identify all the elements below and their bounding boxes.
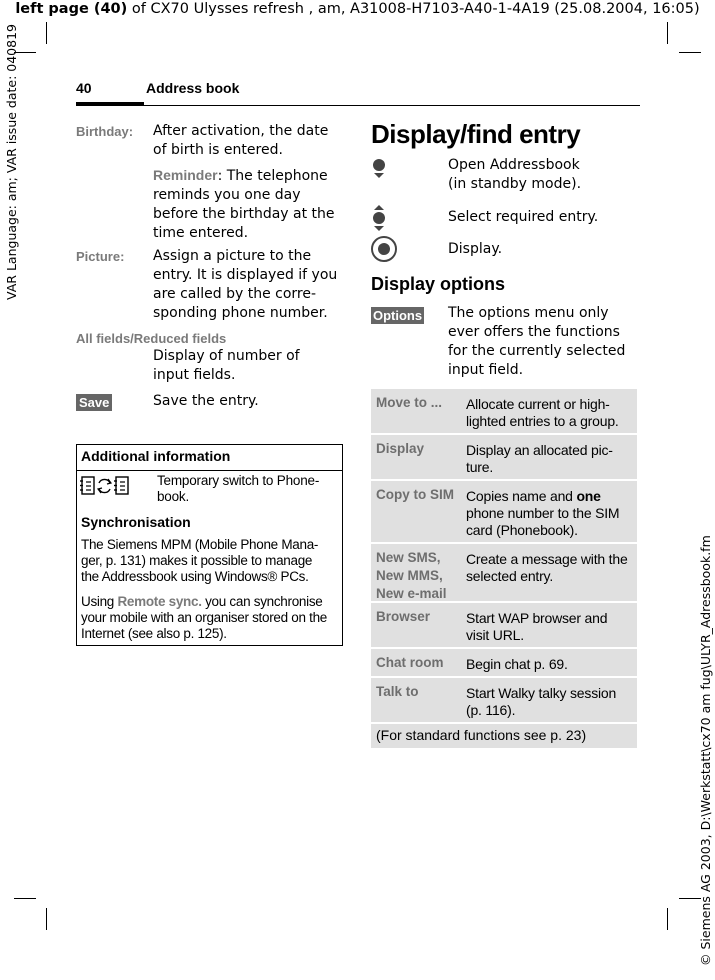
text-fragment: you can synchronise <box>201 594 323 609</box>
text-emphasis: one <box>576 488 601 504</box>
text-line: The Siemens MPM (Mobile Phone Mana- <box>81 537 319 552</box>
text-line: The options menu only <box>448 305 609 321</box>
option-desc <box>466 685 632 719</box>
option-name <box>376 549 464 603</box>
sync-text <box>81 537 343 585</box>
text-line: lighted entries to a group. <box>466 413 619 429</box>
table-row <box>371 649 637 676</box>
option-name: Talk to <box>376 684 419 699</box>
text-line: of birth is entered. <box>153 142 283 158</box>
fields-label: All fields/Reduced fields <box>76 331 227 346</box>
text-line: (p. 116). <box>466 702 516 718</box>
table-row <box>371 481 637 542</box>
text-line: input field. <box>448 362 524 378</box>
text-line: reminds you one day <box>153 187 301 203</box>
picture-text <box>153 247 337 323</box>
text-line: Begin chat p. 69. <box>466 656 568 672</box>
options-text <box>448 304 625 380</box>
text-line: entry. It is displayed if you <box>153 267 338 283</box>
text-line: book. <box>157 489 190 504</box>
table-footer-row <box>371 724 637 748</box>
text-line: input fields. <box>153 367 236 383</box>
joystick-down-icon <box>371 158 387 184</box>
table-row <box>371 603 637 647</box>
text-line: phone number to the SIM <box>466 505 620 521</box>
table-row <box>371 678 637 722</box>
option-desc <box>466 442 632 476</box>
step-open-text <box>448 156 581 194</box>
save-text: Save the entry. <box>153 393 259 409</box>
text-line: Start WAP browser and <box>466 610 608 626</box>
text-line: (in standby mode). <box>448 176 582 192</box>
table-row <box>371 544 637 601</box>
table-footer: (For standard functions see p. 23) <box>376 727 587 743</box>
text-line: sponding phone number. <box>153 305 328 321</box>
text-line: Internet (see also p. 125). <box>81 626 227 641</box>
side-text-left-label: VAR Language: am; VAR issue date: 040819 <box>4 24 19 300</box>
option-name: Copy to SIM <box>376 487 454 502</box>
crop-mark <box>46 908 47 930</box>
sync-title: Synchronisation <box>81 514 191 530</box>
text-line: Create a message with the <box>466 551 628 567</box>
text-line: are called by the corre- <box>153 286 317 302</box>
save-softkey <box>76 392 112 411</box>
side-text-right <box>698 535 713 980</box>
text-line: the Addressbook using Windows® PCs. <box>81 569 309 584</box>
text-line: selected entry. <box>466 568 554 584</box>
text-line: for the currently selected <box>448 343 626 359</box>
option-desc <box>466 610 632 644</box>
text-line: Assign a picture to the <box>153 248 312 264</box>
options-table <box>371 389 637 743</box>
table-row <box>371 435 637 479</box>
page-number: 40 <box>76 80 92 96</box>
phonebook-switch-icon <box>80 474 132 502</box>
step-select-text: Select required entry. <box>448 209 599 225</box>
remote-sync-text <box>81 594 343 642</box>
text-line: your mobile with an organiser stored on the <box>81 610 327 625</box>
option-desc <box>466 656 632 673</box>
crop-mark <box>46 22 47 44</box>
option-name: Move to ... <box>376 395 443 410</box>
options-softkey <box>371 305 424 324</box>
side-text-right-label: © Siemens AG 2003, D:\Werkstatt\cx70 am fug\ULYR_Adressbook.fm <box>698 535 713 966</box>
switch-text <box>157 473 319 505</box>
text-line: New SMS, <box>376 550 441 565</box>
section-heading: Display/find entry <box>371 119 581 149</box>
joystick-press-icon <box>370 235 398 267</box>
text-line: visit URL. <box>466 627 524 643</box>
step-display-text: Display. <box>448 241 503 257</box>
save-softkey-label: Save <box>76 394 112 411</box>
print-header <box>0 0 715 18</box>
option-desc <box>466 396 632 430</box>
options-softkey-label: Options <box>373 308 423 323</box>
picture-label: Picture: <box>76 249 125 264</box>
reminder-label: Reminder <box>153 167 218 183</box>
remote-sync-label: Remote sync. <box>117 594 202 609</box>
option-name: Display <box>376 441 425 456</box>
print-header-bold: left page (40) <box>15 1 128 17</box>
text-line: New e-mail <box>376 586 447 601</box>
page-title: Address book <box>146 80 240 96</box>
text-line: After activation, the date <box>153 123 329 139</box>
text-line: Display of number of <box>153 348 300 364</box>
table-row <box>371 389 637 433</box>
crop-mark <box>14 898 36 899</box>
side-text-left <box>4 24 19 312</box>
text-line: : The telephone <box>217 168 328 184</box>
text-line: card (Phonebook). <box>466 522 578 538</box>
crop-mark <box>679 52 701 53</box>
joystick-updown-icon <box>371 203 387 239</box>
birthday-text <box>153 122 328 160</box>
text-line: Start Walky talky session <box>466 685 617 701</box>
text-fragment: Using <box>81 594 118 609</box>
crop-mark <box>667 22 668 44</box>
options-heading: Display options <box>371 274 506 294</box>
text-line: Temporary switch to Phone- <box>157 473 320 488</box>
option-desc <box>466 488 632 539</box>
print-header-rest: of CX70 Ulysses refresh , am, A31008-H7103-A40-1-4A19 (25.08.2004, 16:05) <box>127 1 700 17</box>
option-name: Chat room <box>376 655 444 670</box>
info-box-divider <box>76 470 343 471</box>
text-line: ever offers the functions <box>448 324 620 340</box>
text-line: New MMS, <box>376 568 443 583</box>
text-line: time entered. <box>153 225 249 241</box>
text-line: Open Addressbook <box>448 157 580 173</box>
option-name: Browser <box>376 609 431 624</box>
text-line: ger, p. 131) makes it possible to manage <box>81 553 313 568</box>
text-line: Allocate current or high- <box>466 396 610 412</box>
crop-mark <box>667 908 668 930</box>
text-line: ture. <box>466 459 494 475</box>
info-box-title: Additional information <box>81 448 231 464</box>
fields-text <box>153 347 300 385</box>
reminder-text <box>153 166 335 243</box>
text-line: Display an allocated pic- <box>466 442 613 458</box>
option-desc <box>466 551 632 585</box>
text-line: before the birthday at the <box>153 206 335 222</box>
header-rule <box>76 105 640 106</box>
text-fragment: Copies name and <box>466 488 577 504</box>
birthday-label: Birthday: <box>76 124 134 139</box>
